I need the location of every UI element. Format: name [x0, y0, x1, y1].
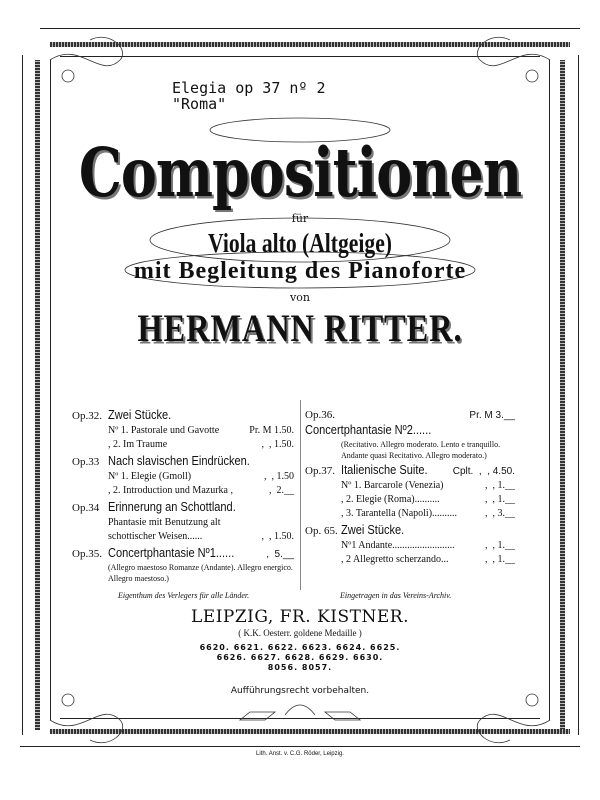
catalog-left-column — [72, 408, 294, 586]
property-notice: Eigenthum des Verlegers für alle Länder. — [118, 591, 250, 600]
work-title: Concertphantasie Nº2...... — [305, 422, 432, 437]
item-label: , 3. Tarantella (Napoli).......... — [341, 508, 458, 519]
work-price: Pr. M 3.__ — [469, 410, 515, 421]
catalog-item — [305, 507, 515, 521]
catalog-item — [305, 539, 515, 553]
catalog-item — [72, 530, 294, 544]
rights-notice: Aufführungsrecht vorbehalten. — [230, 686, 370, 696]
catalog-item — [305, 479, 515, 493]
annotation-line: Elegia op 37 nº 2 — [172, 79, 326, 97]
von-text: von — [290, 291, 310, 304]
item-label: , 2. Im Traume — [108, 439, 168, 450]
item-price: , , 1.__ — [485, 540, 515, 551]
movement-list: (Allegro maestoso Romanze (Andante). Allegro energico. Allegro maestoso.) — [108, 563, 293, 583]
catalog-entry — [305, 408, 515, 461]
item-label: , 2 Allegretto scherzando... — [341, 554, 449, 565]
work-title: Zwei Stücke. — [341, 522, 405, 537]
work-title: Zwei Stücke. — [108, 407, 172, 422]
item-label: Nº 1. Barcarole (Venezia) — [341, 480, 444, 491]
printer-credit: Lith. Anst. v. C.G. Röder, Leipzig. — [256, 751, 344, 757]
item-price: , , 1.50. — [261, 439, 294, 450]
catalog-item — [72, 438, 294, 452]
opus-number: Op. 65. — [305, 525, 338, 537]
registered-notice: Eingetragen in das Vereins-Archiv. — [340, 591, 452, 600]
item-label: Nº 1. Elegie (Gmoll) — [108, 471, 192, 482]
item-price: , , 1.50 — [264, 471, 294, 482]
work-price: Cplt. , , 4.50. — [452, 466, 515, 477]
composer-name: HERMANN RITTER. — [137, 306, 463, 350]
opus-number: Op.32. — [72, 410, 102, 422]
accompaniment-title: mit Begleitung des Pianoforte — [133, 258, 467, 284]
catalog-item — [72, 484, 294, 498]
catalog-entry — [72, 500, 294, 544]
item-label: Phantasie mit Benutzung alt — [108, 517, 221, 528]
plate-numbers — [0, 643, 600, 673]
catalog-item — [72, 516, 294, 530]
work-title: Nach slavischen Eindrücken. — [108, 453, 250, 468]
item-label: Nº 1. Pastorale und Gavotte — [108, 425, 220, 436]
item-price: , , 1.__ — [485, 554, 515, 565]
work-price: , 5.__ — [266, 549, 294, 560]
work-title: Italienische Suite. — [341, 462, 428, 477]
item-price: , , 1.50. — [261, 531, 294, 542]
item-price: Pr. M 1.50. — [249, 425, 294, 436]
item-price: , , 1.__ — [485, 494, 515, 505]
item-label: Nº1 Andante......................... — [341, 540, 455, 551]
work-title: Concertphantasie Nº1...... — [108, 545, 235, 560]
catalog-entry — [305, 523, 515, 567]
catalog-item — [305, 553, 515, 567]
item-price: , 2.__ — [269, 485, 294, 496]
item-price: , , 1.__ — [485, 480, 515, 491]
opus-number: Op.35. — [72, 548, 102, 560]
catalog-entry — [72, 546, 294, 584]
catalog-item — [72, 424, 294, 438]
catalog-item — [305, 493, 515, 507]
catalog-entry — [72, 454, 294, 498]
work-title: Erinnerung an Schottland. — [108, 499, 236, 514]
item-label: schottischer Weisen...... — [108, 531, 203, 542]
catalog-entry — [72, 408, 294, 452]
medal-note: ( K.K. Oesterr. goldene Medaille ) — [238, 628, 362, 638]
opus-number: Op.33 — [72, 456, 100, 468]
plate-line: 8056. 8057. — [267, 663, 333, 672]
catalog-item — [72, 470, 294, 484]
item-label: , 2. Introduction und Mazurka , — [108, 485, 233, 496]
handwritten-annotation — [172, 80, 326, 112]
item-price: , , 3.__ — [485, 508, 515, 519]
opus-number: Op.34 — [72, 502, 100, 514]
opus-number: Op.37. — [305, 465, 335, 477]
movement-list: (Recitativo. Allegro moderato. Lento e tranquillo. Andante quasi Recitativo. Allegro moderato.) — [341, 440, 501, 460]
instrument-title: Viola alto (Altgeige) — [208, 228, 392, 258]
catalog-entry — [305, 463, 515, 521]
plate-line: 6626. 6627. 6628. 6629. 6630. — [216, 653, 384, 662]
opus-number: Op.36. — [305, 409, 335, 421]
publisher: LEIPZIG, FR. KISTNER. — [191, 607, 409, 627]
catalog-right-column — [305, 408, 515, 569]
plate-line: 6620. 6621. 6622. 6623. 6624. 6625. — [199, 643, 401, 652]
main-title: Compositionen — [78, 132, 522, 212]
fuer-text: für — [291, 212, 309, 225]
item-label: , 2. Elegie (Roma).......... — [341, 494, 440, 505]
annotation-line: "Roma" — [172, 95, 227, 113]
